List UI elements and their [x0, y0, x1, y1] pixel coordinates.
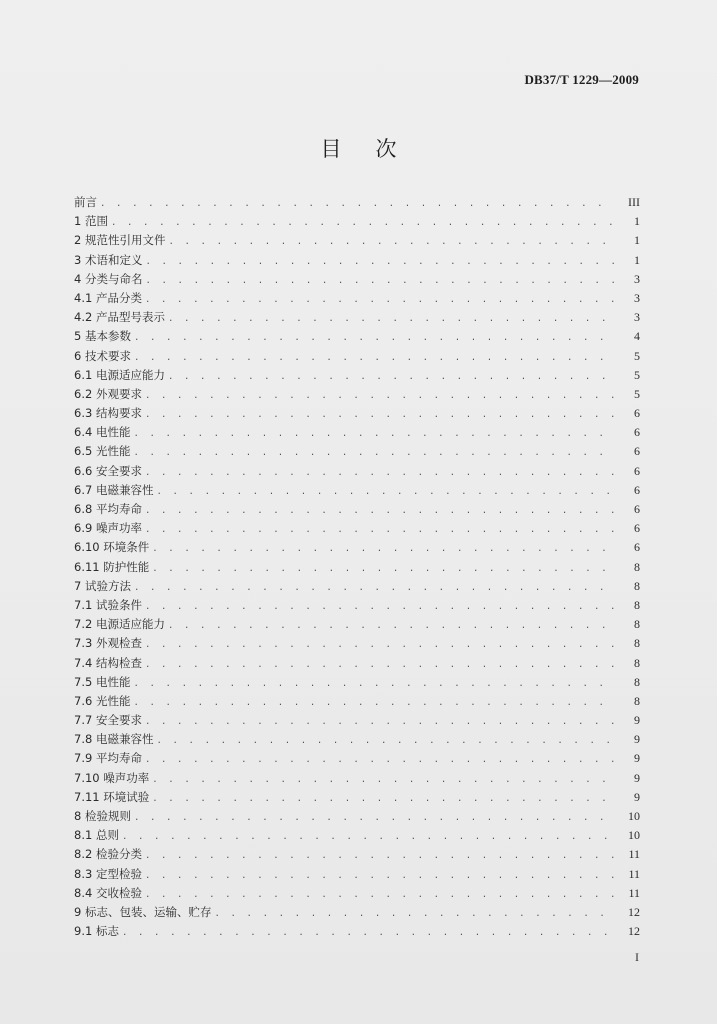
toc-entry-page: 9 — [634, 789, 640, 804]
toc-dot-leader — [145, 272, 614, 289]
toc-entry-label: 2 规范性引用文件 — [74, 233, 166, 248]
toc-entry-label: 7.3 外观检查 — [74, 636, 142, 651]
toc-dot-leader — [145, 521, 614, 538]
toc-dot-leader — [145, 291, 614, 308]
toc-entry-label: 7.6 光性能 — [74, 693, 131, 708]
toc-dot-leader — [145, 656, 614, 673]
toc-dot-leader — [122, 828, 614, 845]
toc-entry-page: 6 — [634, 425, 640, 440]
toc-dot-leader — [133, 425, 614, 442]
toc-entry[interactable] — [74, 462, 640, 481]
toc-entry-label: 1 范围 — [74, 214, 108, 229]
toc-entry[interactable] — [74, 366, 640, 385]
toc-entry-label: 8.3 定型检验 — [74, 866, 142, 881]
toc-entry-label: 6.10 环境条件 — [74, 540, 150, 555]
toc-entry-label: 7.4 结构检查 — [74, 655, 142, 670]
toc-entry-page: 6 — [634, 463, 640, 478]
toc-entry-label: 6.1 电源适应能力 — [74, 367, 165, 382]
toc-dot-leader — [168, 617, 614, 634]
toc-dot-leader — [168, 368, 614, 385]
toc-entry-label: 6.4 电性能 — [74, 425, 131, 440]
toc-entry[interactable] — [74, 845, 640, 864]
toc-entry-label: 8 检验规则 — [74, 809, 131, 823]
toc-dot-leader — [145, 387, 614, 404]
toc-dot-leader — [152, 560, 614, 577]
toc-entry-label: 6.7 电磁兼容性 — [74, 482, 154, 497]
toc-entry-label: 8.2 检验分类 — [74, 847, 142, 862]
toc-entry-page: 6 — [634, 521, 640, 536]
toc-entry[interactable] — [74, 749, 640, 768]
toc-entry-label: 6.8 平均寿命 — [74, 502, 142, 516]
toc-entry[interactable] — [74, 385, 640, 404]
toc-entry-label: 5 基本参数 — [74, 329, 131, 344]
toc-entry-label: 9.1 标志 — [74, 924, 119, 939]
toc-entry[interactable] — [74, 481, 640, 500]
toc-entry-label: 7.2 电源适应能力 — [74, 617, 165, 632]
toc-entry-page: 1 — [634, 214, 640, 229]
toc-entry[interactable] — [74, 270, 640, 289]
toc-dot-leader — [134, 329, 614, 346]
toc-entry-label: 7.8 电磁兼容性 — [74, 732, 154, 747]
toc-entry-page: 1 — [634, 233, 640, 248]
toc-entry-page: 8 — [634, 597, 640, 612]
toc-entry-page: 12 — [628, 924, 640, 939]
toc-entry-label: 前言 — [74, 195, 97, 209]
toc-entry[interactable] — [74, 884, 640, 903]
toc-entry-page: 5 — [634, 386, 640, 401]
toc-dot-leader — [152, 771, 614, 788]
toc-dot-leader — [145, 598, 614, 615]
toc-entry-page: 11 — [628, 847, 640, 862]
toc-dot-leader — [145, 751, 614, 768]
toc-dot-leader — [134, 579, 614, 596]
toc-entry-page: 6 — [634, 406, 640, 421]
toc-entry-label: 3 术语和定义 — [74, 252, 143, 267]
toc-entry[interactable] — [74, 788, 640, 807]
toc-entry-label: 7.7 安全要求 — [74, 713, 142, 728]
toc-entry[interactable] — [74, 289, 640, 308]
toc-entry-label: 7 试验方法 — [74, 578, 131, 593]
toc-entry[interactable] — [74, 327, 640, 346]
toc-entry-label: 6.9 噪声功率 — [74, 521, 142, 536]
toc-entry-page: 9 — [634, 751, 640, 766]
toc-entry[interactable] — [74, 692, 640, 711]
toc-entry-label: 7.1 试验条件 — [74, 597, 142, 612]
toc-dot-leader — [152, 790, 614, 807]
page-number: I — [635, 950, 639, 964]
toc-entry-label: 7.11 环境试验 — [74, 789, 150, 804]
toc-dot-leader — [122, 924, 614, 941]
toc-entry-page: 6 — [634, 502, 640, 516]
toc-dot-leader — [145, 406, 614, 423]
toc-dot-leader — [156, 732, 614, 749]
toc-entry-page: 12 — [628, 904, 640, 919]
toc-entry-label: 4 分类与命名 — [74, 271, 143, 286]
toc-entry[interactable] — [74, 519, 640, 538]
toc-entry-page: 1 — [634, 252, 640, 267]
toc-dot-leader — [156, 483, 614, 500]
toc-entry-page: 9 — [634, 770, 640, 785]
toc-dot-leader — [133, 444, 614, 461]
toc-entry[interactable] — [74, 538, 640, 557]
toc-entry[interactable] — [74, 654, 640, 673]
toc-entry[interactable] — [74, 634, 640, 653]
toc-entry-label: 6.3 结构要求 — [74, 406, 142, 421]
toc-entry-page: 6 — [634, 540, 640, 555]
toc-entry-page: 3 — [634, 310, 640, 325]
toc-entry-page: 8 — [634, 655, 640, 670]
toc-entry-page: 10 — [628, 828, 640, 843]
toc-entry[interactable] — [74, 807, 640, 826]
toc-dot-leader — [168, 310, 614, 327]
toc-entry[interactable] — [74, 212, 640, 231]
toc-entry-page: 9 — [634, 713, 640, 728]
toc-entry[interactable] — [74, 347, 640, 366]
toc-dot-leader — [145, 464, 614, 481]
toc-entry[interactable] — [74, 558, 640, 577]
toc-dot-leader — [134, 809, 614, 826]
toc-entry-page: 8 — [634, 636, 640, 651]
toc-entry-label: 4.1 产品分类 — [74, 290, 142, 305]
toc-list — [74, 193, 640, 941]
toc-entry-page: 10 — [628, 809, 640, 823]
toc-entry-page: 5 — [634, 348, 640, 363]
toc-entry-page: 8 — [634, 559, 640, 574]
toc-entry-page: 6 — [634, 444, 640, 459]
toc-entry-label: 8.4 交收检验 — [74, 885, 142, 900]
toc-dot-leader — [133, 675, 614, 692]
toc-entry[interactable] — [74, 404, 640, 423]
toc-entry-page: III — [628, 195, 640, 209]
toc-entry[interactable] — [74, 231, 640, 250]
toc-dot-leader — [111, 214, 614, 231]
toc-entry-label: 7.10 噪声功率 — [74, 770, 150, 785]
toc-entry[interactable] — [74, 711, 640, 730]
toc-dot-leader — [214, 905, 614, 922]
toc-dot-leader — [152, 540, 614, 557]
toc-entry-page: 8 — [634, 674, 640, 689]
toc-entry[interactable] — [74, 730, 640, 749]
toc-dot-leader — [145, 713, 614, 730]
toc-entry[interactable] — [74, 769, 640, 788]
toc-entry[interactable] — [74, 826, 640, 845]
toc-entry-label: 6.2 外观要求 — [74, 386, 142, 401]
toc-entry-label: 6.5 光性能 — [74, 444, 131, 459]
toc-entry[interactable] — [74, 193, 640, 212]
toc-dot-leader — [145, 847, 614, 864]
toc-dot-leader — [145, 886, 614, 903]
toc-dot-leader — [168, 233, 614, 250]
toc-entry[interactable] — [74, 596, 640, 615]
toc-entry[interactable] — [74, 922, 640, 941]
toc-entry-page: 5 — [634, 367, 640, 382]
toc-entry-page: 11 — [628, 866, 640, 881]
toc-entry-label: 6.6 安全要求 — [74, 463, 142, 478]
toc-entry-label: 6 技术要求 — [74, 348, 131, 363]
toc-dot-leader — [145, 253, 614, 270]
toc-entry-label: 8.1 总则 — [74, 828, 119, 843]
toc-entry-page: 9 — [634, 732, 640, 747]
toc-entry[interactable] — [74, 423, 640, 442]
toc-entry[interactable] — [74, 308, 640, 327]
toc-entry[interactable] — [74, 500, 640, 519]
toc-dot-leader — [134, 349, 614, 366]
toc-entry-label: 7.9 平均寿命 — [74, 751, 142, 766]
toc-entry-page: 3 — [634, 271, 640, 286]
toc-entry[interactable] — [74, 865, 640, 884]
toc-entry[interactable] — [74, 251, 640, 270]
toc-dot-leader — [133, 694, 614, 711]
toc-entry-label: 4.2 产品型号表示 — [74, 310, 165, 325]
toc-entry-page: 8 — [634, 693, 640, 708]
toc-entry-page: 8 — [634, 617, 640, 632]
toc-entry-page: 4 — [634, 329, 640, 344]
toc-title: 目次 — [320, 137, 431, 161]
toc-entry-page: 6 — [634, 482, 640, 497]
toc-entry[interactable] — [74, 615, 640, 634]
toc-entry-page: 8 — [634, 578, 640, 593]
toc-entry-label: 6.11 防护性能 — [74, 559, 150, 574]
toc-dot-leader — [145, 867, 614, 884]
toc-entry[interactable] — [74, 673, 640, 692]
document-code: DB37/T 1229—2009 — [524, 72, 639, 87]
toc-entry[interactable] — [74, 577, 640, 596]
toc-entry-page: 11 — [628, 885, 640, 900]
toc-entry[interactable] — [74, 903, 640, 922]
toc-entry[interactable] — [74, 442, 640, 461]
toc-dot-leader — [145, 636, 614, 653]
toc-entry-label: 7.5 电性能 — [74, 674, 131, 689]
toc-dot-leader — [145, 502, 614, 519]
toc-entry-label: 9 标志、包装、运输、贮存 — [74, 904, 212, 919]
toc-entry-page: 3 — [634, 290, 640, 305]
toc-dot-leader — [100, 195, 614, 212]
